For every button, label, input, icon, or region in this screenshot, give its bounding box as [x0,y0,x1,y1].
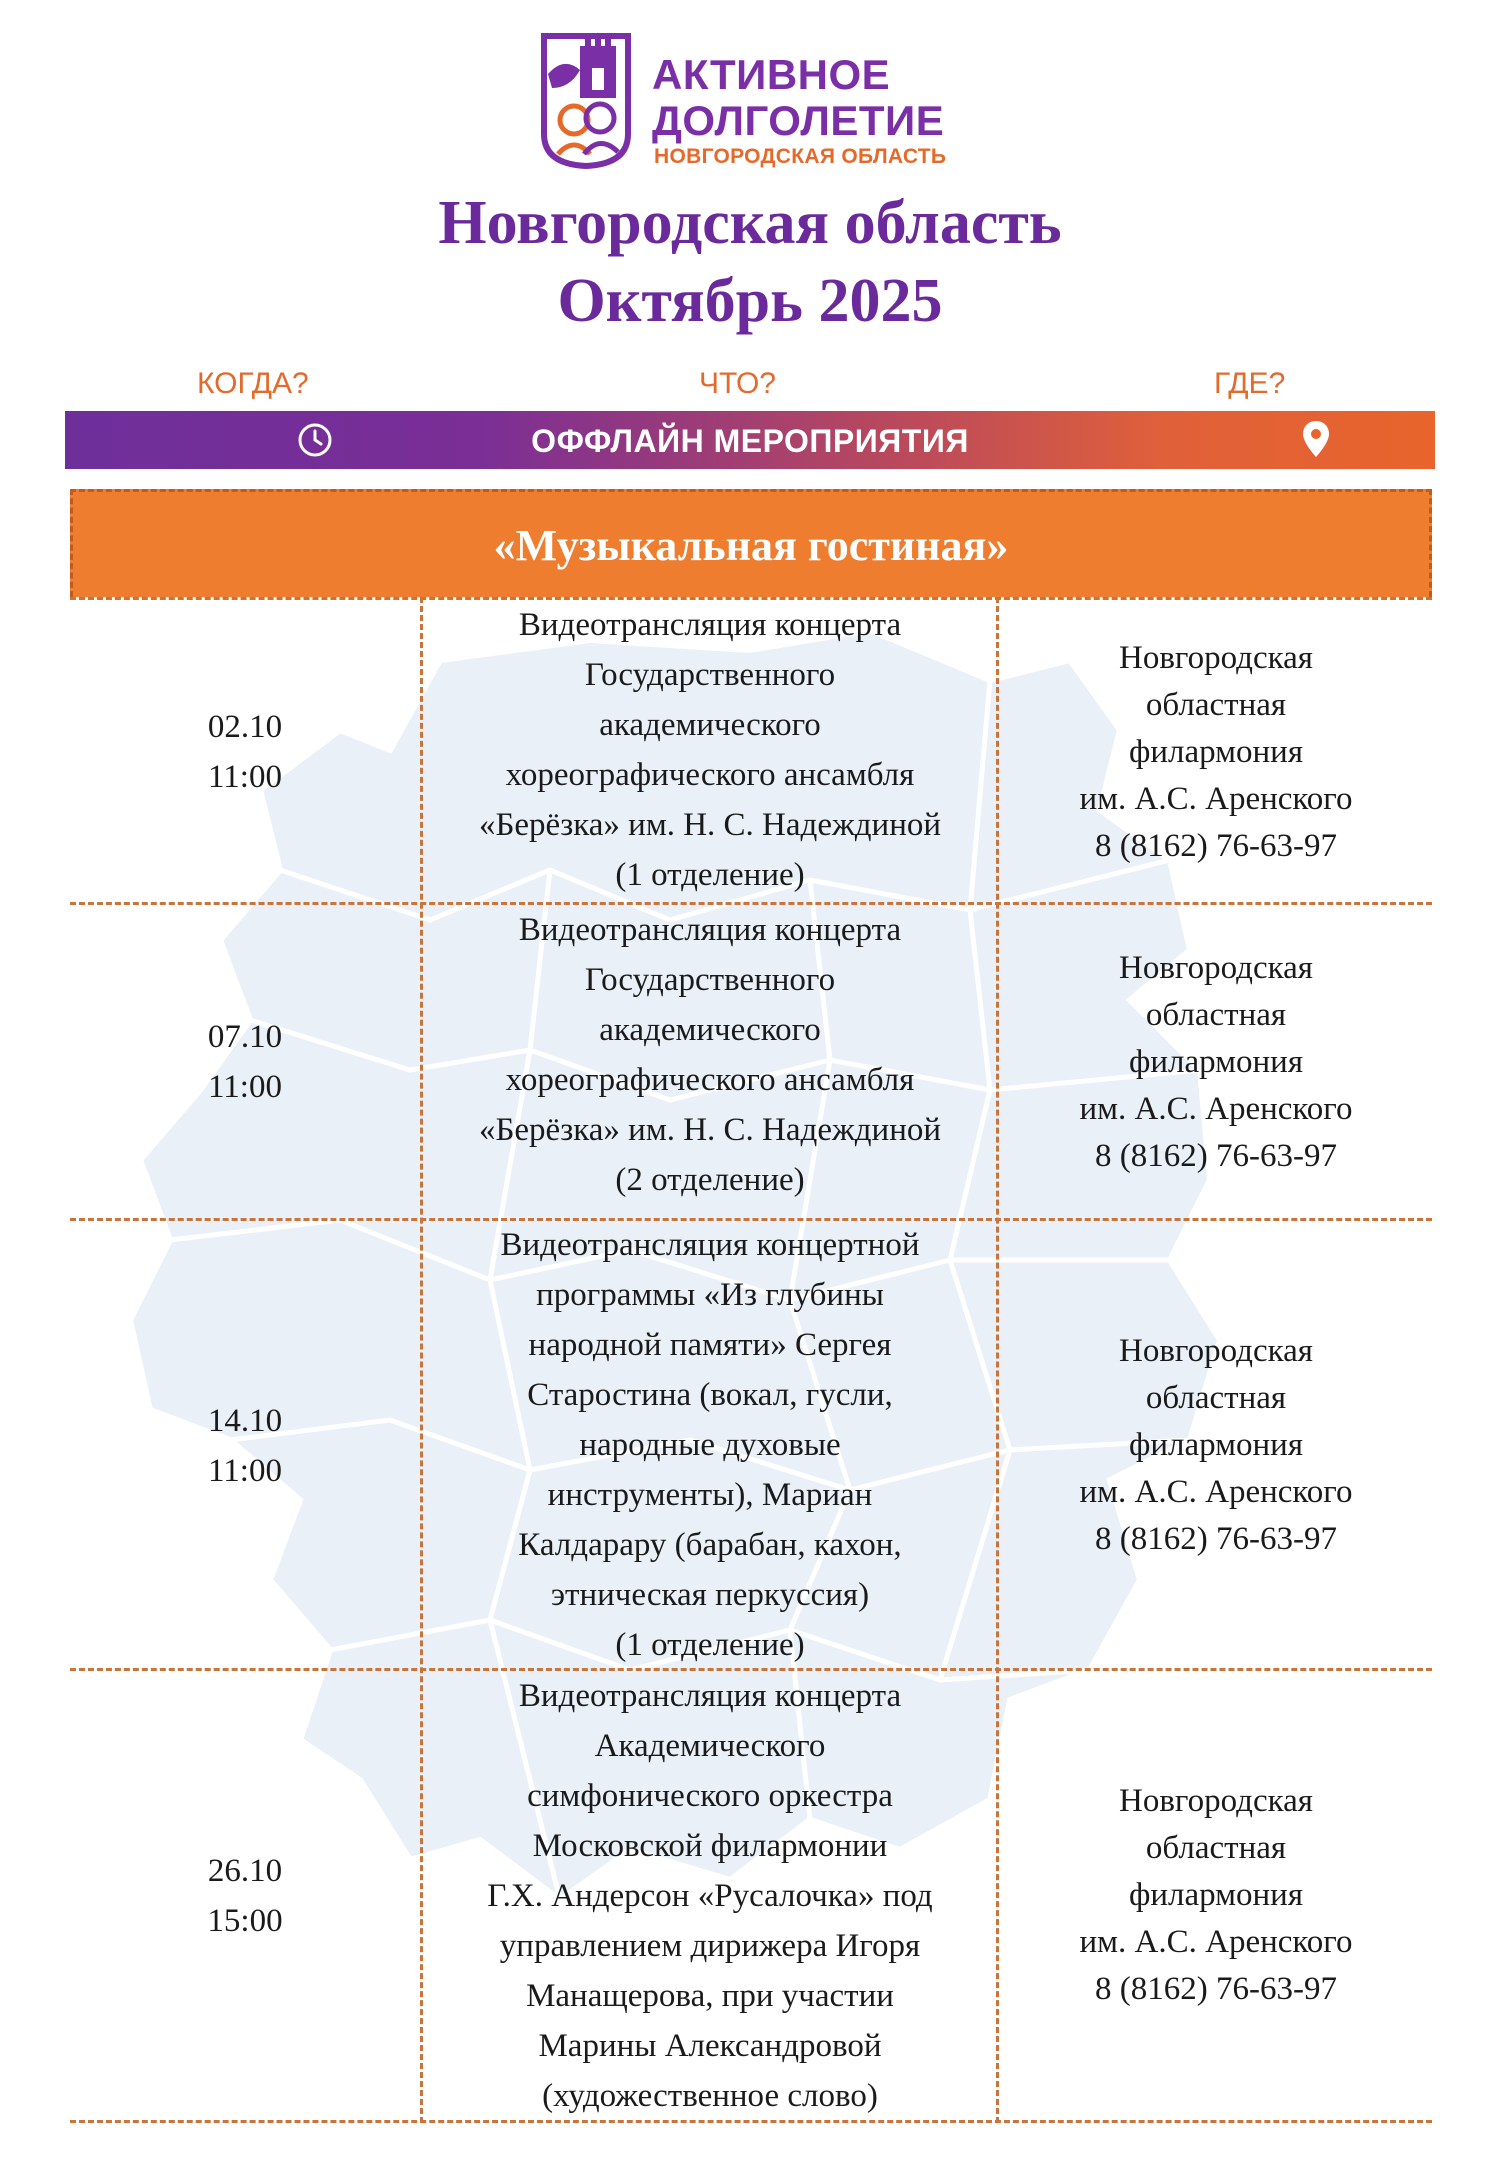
section-header [70,489,1432,597]
venue-line: областная [1145,1380,1287,1416]
event-desc-line: управлением дирижера Игоря [499,1928,921,1964]
event-date: 07.10 [207,1019,283,1055]
event-desc-line: «Берёзка» им. Н. С. Надеждиной [478,1112,942,1148]
venue-phone: 8 (8162) 76-63-97 [1095,828,1337,864]
event-desc-line: народной памяти» Сергея [528,1327,892,1363]
event-time: 11:00 [208,1069,282,1105]
event-desc-line: этническая перкуссия) [550,1577,870,1613]
banner-label: ОФФЛАЙН МЕРОПРИЯТИЯ [531,423,969,459]
event-desc-line: Старостина (вокал, гусли, [527,1377,893,1413]
brand-logo [536,30,976,170]
column-divider [420,597,423,2123]
event-desc-line: Государственного [584,657,836,693]
event-desc-line: программы «Из глубины [536,1277,884,1313]
event-desc-line: академического [599,707,821,743]
venue-line: им. А.С. Аренского [1079,1474,1353,1510]
event-datetime [70,1846,420,1946]
event-desc-line: хореографического ансамбля [505,757,915,793]
column-label-where: ГДЕ? [1214,367,1286,400]
venue-line: им. А.С. Аренского [1079,1091,1353,1127]
event-venue [1000,635,1432,870]
event-desc-line: инструменты), Мариан [547,1477,873,1513]
event-desc-line: Видеотрансляция концерта [518,1678,902,1714]
venue-line: филармония [1128,1044,1304,1080]
event-description [424,1220,996,1670]
event-description [424,1671,996,2121]
event-venue [1000,945,1432,1180]
event-datetime [70,1396,420,1496]
event-desc-line: симфонического оркестра [527,1778,893,1814]
page-subtitle: Октябрь 2025 [557,267,943,335]
event-desc-line: Г.Х. Андерсон «Русалочка» под [487,1878,933,1914]
venue-line: им. А.С. Аренского [1079,781,1353,817]
venue-line: им. А.С. Аренского [1079,1924,1353,1960]
event-time: 11:00 [208,1453,282,1489]
event-date: 02.10 [207,709,283,745]
venue-line: областная [1145,687,1287,723]
event-desc-line: (2 отделение) [615,1162,805,1198]
logo-text-line3: НОВГОРОДСКАЯ ОБЛАСТЬ [654,145,947,168]
event-desc-line: Видеотрансляция концерта [518,607,902,643]
page-title: Новгородская область [438,189,1062,257]
event-desc-line: «Берёзка» им. Н. С. Надеждиной [478,807,942,843]
venue-line: Новгородская [1119,950,1313,986]
event-desc-line: (художественное слово) [542,2078,878,2114]
offline-events-banner [65,411,1435,469]
event-datetime [70,702,420,802]
event-desc-line: (1 отделение) [615,1627,805,1663]
section-title: «Музыкальная гостиная» [493,521,1009,570]
logo-text-line2: ДОЛГОЛЕТИЕ [652,97,945,144]
event-datetime [70,1012,420,1112]
event-desc-line: народные духовые [579,1427,841,1463]
logo-emblem-icon [536,30,636,170]
event-time: 15:00 [207,1903,283,1939]
venue-line: Новгородская [1119,1333,1313,1369]
venue-line: Новгородская [1119,1783,1313,1819]
event-desc-line: Видеотрансляция концерта [518,912,902,948]
venue-line: филармония [1128,1877,1304,1913]
venue-line: Новгородская [1119,640,1313,676]
event-description [424,600,996,900]
logo-text-line1: АКТИВНОЕ [652,51,891,98]
venue-phone: 8 (8162) 76-63-97 [1095,1971,1337,2007]
column-label-when: КОГДА? [197,367,309,400]
event-desc-line: (1 отделение) [615,857,805,893]
column-label-what: ЧТО? [699,367,776,400]
event-venue [1000,1328,1432,1563]
event-desc-line: Академического [594,1728,826,1764]
event-desc-line: хореографического ансамбля [505,1062,915,1098]
event-desc-line: Московской филармонии [532,1828,888,1864]
event-desc-line: Марины Александровой [538,2028,882,2064]
event-date: 26.10 [207,1853,283,1889]
venue-line: филармония [1128,734,1304,770]
event-description [424,905,996,1205]
event-desc-line: академического [599,1012,821,1048]
column-divider [996,597,999,2123]
event-date: 14.10 [207,1403,283,1439]
venue-line: областная [1145,997,1287,1033]
event-venue [1000,1778,1432,2013]
venue-line: областная [1145,1830,1287,1866]
event-desc-line: Манащерова, при участии [526,1978,894,2014]
venue-phone: 8 (8162) 76-63-97 [1095,1521,1337,1557]
event-desc-line: Государственного [584,962,836,998]
event-desc-line: Калдарару (барабан, кахон, [518,1527,902,1563]
event-time: 11:00 [208,759,282,795]
venue-line: филармония [1128,1427,1304,1463]
venue-phone: 8 (8162) 76-63-97 [1095,1138,1337,1174]
event-desc-line: Видеотрансляция концертной [500,1227,920,1263]
location-pin-icon [1301,419,1331,459]
